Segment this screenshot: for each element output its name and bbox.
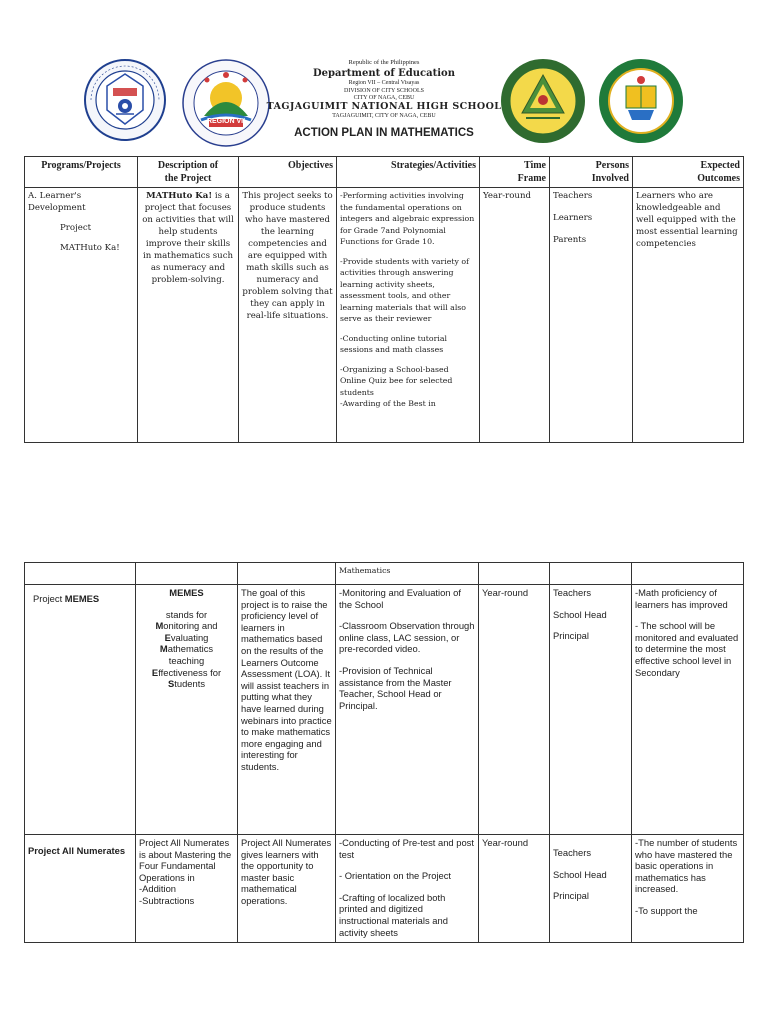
header-republic: Republic of the Philippines (348, 59, 420, 66)
header-city: CITY OF NAGA, CEBU (353, 95, 415, 101)
cell-time-frame: Year-round (479, 835, 550, 943)
cell-description: MEMES stands for Monitoring and Evaluating Mathematics teaching Effectiveness for Students (136, 585, 238, 835)
cell-strategies: -Monitoring and Evaluation of the School -Classroom Observation through online class, LAC session, or pre-recorded video. -Provision of Technical assistance from the Master Teacher, School Head or Principal. (336, 585, 479, 835)
cell-program: A. Learner's Development Project MATHuto Ka! (25, 188, 138, 443)
cell-program: Project MEMES (25, 585, 136, 835)
header-region: Region VII – Central Visayas (348, 80, 420, 86)
cell-description: Project All Numerates is about Mastering the Four Fundamental Operations in -Addition -Subtractions (136, 835, 238, 943)
cell-outcomes: Learners who are knowledgeable and well equipped with the most essential learning competencies (633, 188, 744, 443)
continued-row (25, 563, 744, 585)
cell-continued-text: Mathematics (336, 563, 479, 585)
cell-time-frame: Year-round (479, 585, 550, 835)
action-plan-table (24, 156, 744, 443)
table-header-row (25, 157, 744, 188)
header-department: Department of Education (313, 68, 455, 79)
table-row (25, 835, 744, 943)
cell-strategies: -Performing activities involving the fundamental operations on integers and algebraic expression for Grade 7and Polynomial Functions for Grade 10. -Provide students with variety of activities through answering learning activity sheets, assessment tools, and other learning materials that will also serve as their reviewer -Conducting online tutorial sessions and math classes -Organizing a School-based Online Quiz bee for selected students -Awarding of the Best in (337, 188, 480, 443)
cell-time-frame: Year-round (480, 188, 550, 443)
header-persons: Persons Involved (550, 157, 633, 188)
cell-persons: Teachers School Head Principal (550, 585, 632, 835)
header-objectives: Objectives (239, 157, 337, 188)
table-row (25, 188, 744, 443)
cell-program: Project All Numerates (25, 835, 136, 943)
cell-objectives: The goal of this project is to raise the proficiency level of learners in mathematics based on the results of the Learners Outcome Assessment (LOA). It will assist teachers in putting what they have learned during webinars into practice to make mathematics more engaging and interesting for students. (238, 585, 336, 835)
page-title: ACTION PLAN IN MATHEMATICS (294, 127, 474, 139)
action-plan-table-continued (24, 562, 744, 943)
cell-strategies: -Conducting of Pre-test and post test - Orientation on the Project -Crafting of localized both printed and digitized instructional materials and activity sheets (336, 835, 479, 943)
cell-outcomes: -Math proficiency of learners has improved - The school will be monitored and evaluated to determine the most effective school level in Secondary (632, 585, 744, 835)
region-seal-label: REGION VII (206, 118, 246, 125)
header-strategies: Strategies/Activities (337, 157, 480, 188)
header-description: Description of the Project (138, 157, 239, 188)
header-division: DIVISION OF CITY SCHOOLS (344, 88, 424, 94)
cell-description: MATHuto Ka! is a project that focuses on activities that will help students improve their skills in mathematics such as numeracy and problem-solving. (138, 188, 239, 443)
cell-objectives: Project All Numerates gives learners with the opportunity to master basic mathematical operations. (238, 835, 336, 943)
header-school: TAGJAGUIMIT NATIONAL HIGH SCHOOL (266, 101, 502, 112)
header-time-frame: Time Frame (480, 157, 550, 188)
header-outcomes: Expected Outcomes (633, 157, 744, 188)
header-programs: Programs/Projects (25, 157, 138, 188)
cell-outcomes: -The number of students who have mastered the basic operations in mathematics has increased. -To support the (632, 835, 744, 943)
cell-objectives: This project seeks to produce students who have mastered the learning competencies and are equipped with math skills such as numeracy and problem solving that they can apply in real-life situations. (239, 188, 337, 443)
cell-persons: Teachers Learners Parents (550, 188, 633, 443)
cell-persons: Teachers School Head Principal (550, 835, 632, 943)
table-row (25, 585, 744, 835)
header-address: TAGJAGUIMIT, CITY OF NAGA, CEBU (332, 113, 436, 119)
